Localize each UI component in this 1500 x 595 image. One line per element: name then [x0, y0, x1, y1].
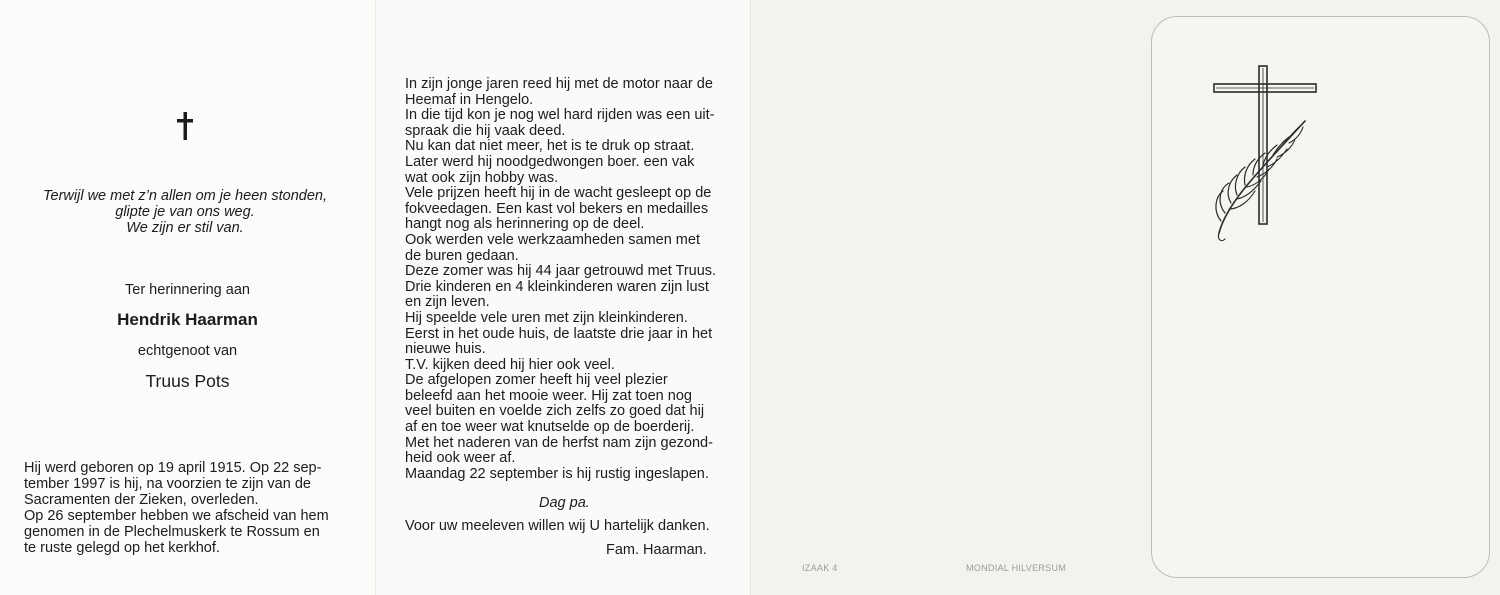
thanks-text: Voor uw meeleven willen wij U hartelijk danken.	[405, 518, 710, 534]
story-line: af en toe weer wat knutselde op de boerderij.	[405, 419, 695, 436]
verse-line: glipte je van ons weg.	[115, 204, 255, 220]
story-line: Met het naderen van de herfst nam zijn gezond-	[405, 434, 713, 451]
story-line: Deze zomer was hij 44 jaar getrouwd met Truus.	[405, 263, 717, 280]
story-line: veel buiten en voelde zich zelfs zo goed dat hij	[405, 403, 705, 420]
story-line: Drie kinderen en 4 kleinkinderen waren zijn lust	[405, 278, 709, 295]
story-line: De afgelopen zomer heeft hij veel plezier	[405, 372, 668, 389]
story-line: Vele prijzen heeft hij in de wacht gesleept op de	[405, 185, 712, 202]
story-line: wat ook zijn hobby was.	[405, 169, 559, 186]
bio-line: Op 26 september hebben we afscheid van hem	[24, 508, 329, 524]
story-line: Ook werden vele werkzaamheden samen met	[405, 231, 700, 248]
bio-line: Hij werd geboren op 19 april 1915. Op 22 sep-	[24, 460, 322, 476]
in-memory-label: Ter herinnering aan	[125, 282, 250, 298]
story-line: Eerst in het oude huis, de laatste drie jaar in het	[405, 325, 713, 342]
bio-line: genomen in de Plechelmuskerk te Rossum en	[24, 524, 320, 540]
spouse-label: echtgenoot van	[137, 343, 238, 359]
cross-with-palm-branch-icon	[1207, 63, 1327, 243]
story-line: fokveedagen. Een kast vol bekers en medailles	[405, 200, 709, 217]
cross-icon	[176, 112, 194, 140]
story-line: Later werd hij noodgedwongen boer. een vak	[405, 153, 695, 170]
bio-line: Sacramenten der Zieken, overleden.	[24, 492, 259, 508]
verse-line: Terwijl we met z’n allen om je heen stonden,	[43, 188, 327, 204]
story-line: Maandag 22 september is hij rustig ingeslapen.	[405, 465, 709, 482]
bio-line: tember 1997 is hij, na voorzien te zijn van de	[24, 476, 311, 492]
story-line: In die tijd kon je nog wel hard rijden was een uit-	[405, 107, 715, 124]
story-line: Hij speelde vele uren met zijn kleinkinderen.	[405, 309, 688, 326]
bio-line: te ruste gelegd op het kerkhof.	[24, 540, 220, 556]
story-line: Heemaf in Hengelo.	[405, 91, 534, 108]
story-line: de buren gedaan.	[405, 247, 519, 264]
story-line: nieuwe huis.	[405, 341, 486, 358]
printer-code: IZAAK 4	[802, 563, 838, 573]
printer-name: MONDIAL HILVERSUM	[966, 563, 1067, 573]
story-line: In zijn jonge jaren reed hij met de motor naar de	[405, 76, 713, 92]
verse	[20, 188, 350, 236]
left-panel	[0, 0, 375, 595]
biography	[24, 460, 348, 556]
story-line: heid ook weer af.	[405, 450, 516, 467]
story-line: hangt nog als herinnering op de deel.	[405, 216, 645, 233]
spouse-name: Truus Pots	[145, 371, 230, 391]
farewell-text: Dag pa.	[539, 495, 590, 511]
life-story	[405, 77, 728, 482]
deceased-name: Hendrik Haarman	[117, 310, 258, 329]
story-line: spraak die hij vaak deed.	[405, 122, 566, 139]
story-line: Nu kan dat niet meer, het is te druk op straat.	[405, 138, 695, 155]
cover-panel	[750, 0, 1500, 595]
middle-panel	[375, 0, 751, 595]
verse-line: We zijn er stil van.	[126, 220, 244, 236]
family-signature: Fam. Haarman.	[606, 542, 707, 558]
story-line: T.V. kijken deed hij hier ook veel.	[405, 356, 615, 373]
story-line: beleefd aan het mooie weer. Hij zat toen nog	[405, 387, 692, 404]
story-line: en zijn leven.	[405, 294, 490, 311]
cover-card	[1151, 16, 1490, 578]
